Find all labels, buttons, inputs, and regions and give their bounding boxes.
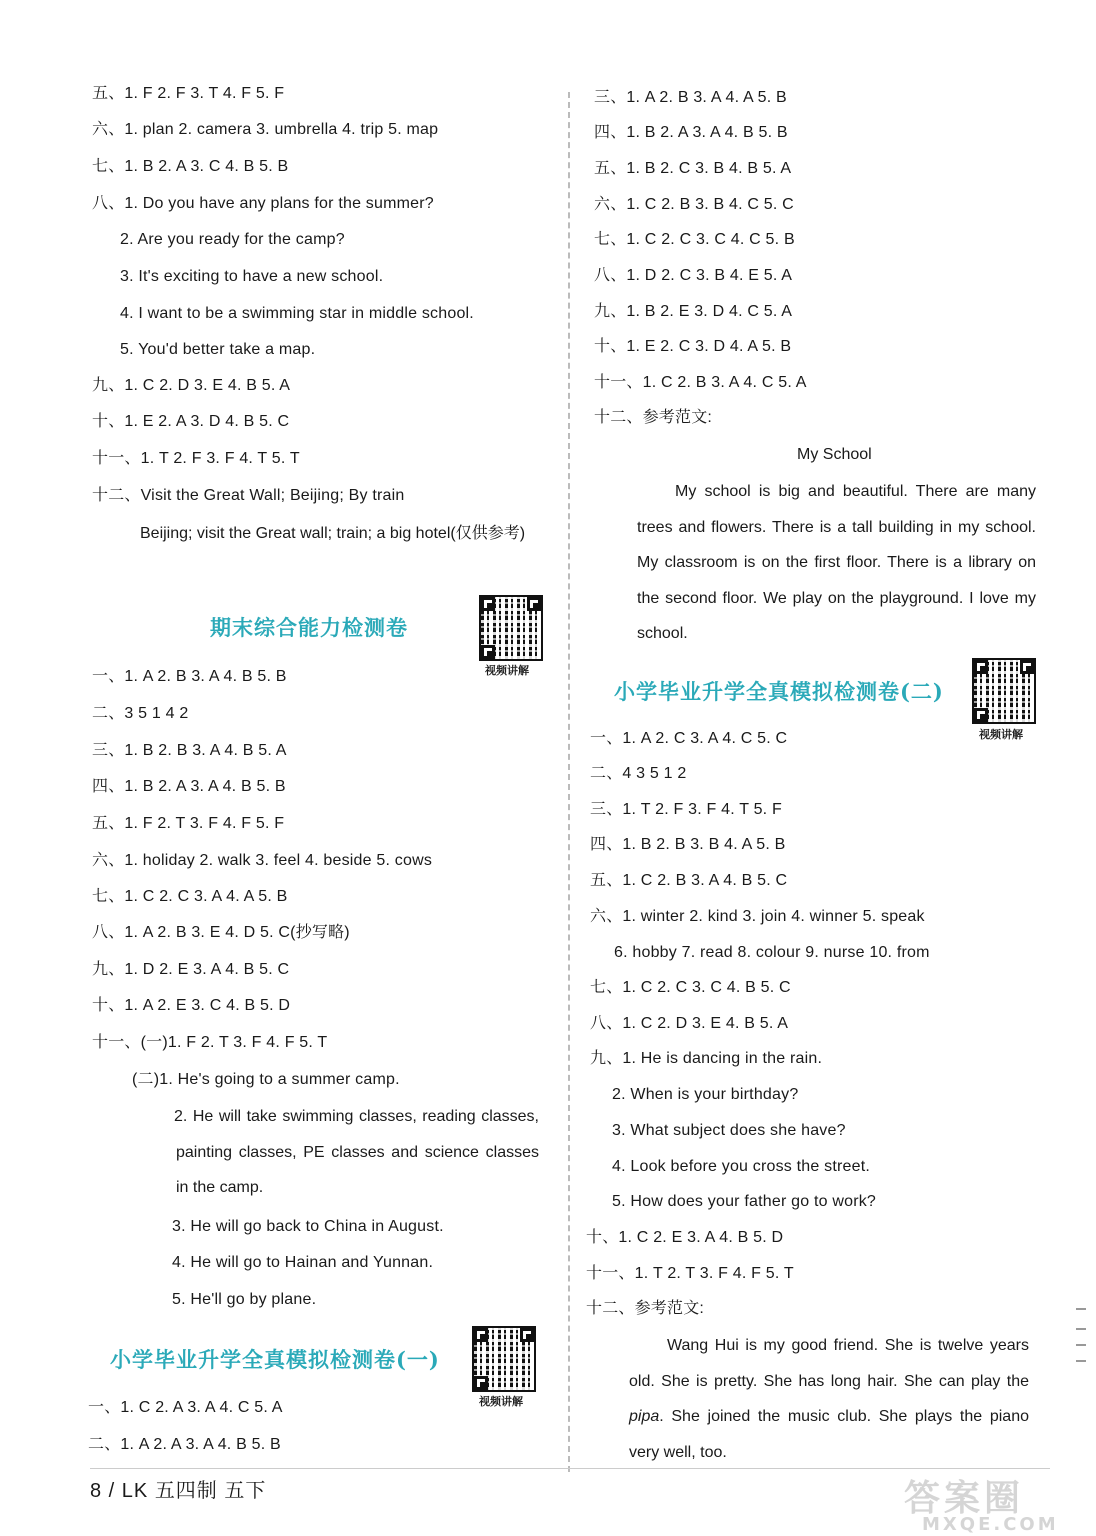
qr-code-icon[interactable] [474,1328,534,1390]
answer-line: 十一、1. C 2. B 3. A 4. C 5. A [594,374,807,391]
answer-line: 6. hobby 7. read 8. colour 9. nurse 10. from [614,944,930,961]
answer-line: 七、1. B 2. A 3. C 4. B 5. B [92,158,289,175]
answer-line: 十、1. A 2. E 3. C 4. B 5. D [92,997,291,1014]
watermark-logo: 答案圈 MXQE.COM [904,1478,1059,1535]
essay-paragraph: My school is big and beautiful. There are many trees and flowers. There is a tall building in my school. My classroom is on the first floor. There is a library on the second floor. We play on the playground. I love my school. [637,483,1036,642]
qr-code-icon[interactable] [974,660,1034,722]
video-explanation-label: 视频讲解 [479,1396,523,1408]
answer-line: (二)1. He's going to a summer camp. [132,1071,400,1088]
answer-line: 六、1. holiday 2. walk 3. feel 4. beside 5. cows [92,852,433,869]
answer-line: 十一、(一)1. F 2. T 3. F 4. F 5. T [92,1034,328,1051]
answer-line: 六、1. winter 2. kind 3. join 4. winner 5. speak [590,908,925,925]
answer-line: 十二、Visit the Great Wall; Beijing; By train [92,487,405,504]
answer-line: 七、1. C 2. C 3. C 4. C 5. B [594,231,795,248]
answer-line: 4. Look before you cross the street. [612,1158,871,1175]
margin-mark [1076,1344,1086,1346]
answer-line: 一、1. C 2. A 3. A 4. C 5. A [88,1399,283,1416]
qr-code-icon[interactable] [481,597,541,659]
answer-line: 5. You'd better take a map. [120,341,316,358]
writing-answer: Beijing; visit the Great wall; train; a big hotel(仅供参考) [140,525,526,542]
answer-paragraph: 2. He will take swimming classes, reading classes, painting classes, PE classes and science classes in the camp. [174,1108,539,1196]
answer-line: 五、1. B 2. C 3. B 4. B 5. A [594,160,792,177]
answer-line: 九、1. D 2. E 3. A 4. B 5. C [92,961,290,978]
answer-line: 十、1. E 2. A 3. D 4. B 5. C [92,413,290,430]
answer-line: 八、1. Do you have any plans for the summer? [92,195,434,212]
answer-line: 四、1. B 2. A 3. A 4. B 5. B [92,778,286,795]
answer-line: 八、1. D 2. C 3. B 4. E 5. A [594,267,793,284]
answer-line: 五、1. F 2. T 3. F 4. F 5. F [92,815,285,832]
section-title-mock-test-2: 小学毕业升学全真模拟检测卷(二) [614,679,944,704]
answer-line: 四、1. B 2. B 3. B 4. A 5. B [590,836,786,853]
answer-line: 十、1. E 2. C 3. D 4. A 5. B [594,338,792,355]
answer-line: 九、1. B 2. E 3. D 4. C 5. A [594,303,793,320]
answer-line: 十一、1. T 2. T 3. F 4. F 5. T [586,1265,794,1282]
answer-line: 六、1. plan 2. camera 3. umbrella 4. trip 5. map [92,121,439,138]
answer-line: 十、1. C 2. E 3. A 4. B 5. D [586,1229,784,1246]
video-explanation-label: 视频讲解 [485,665,529,677]
video-explanation-label: 视频讲解 [979,729,1023,741]
answer-line: 八、1. C 2. D 3. E 4. B 5. A [590,1015,789,1032]
margin-mark [1076,1328,1086,1330]
answer-line: 2. Are you ready for the camp? [120,231,345,248]
answer-line: 九、1. He is dancing in the rain. [590,1050,823,1067]
margin-mark [1076,1360,1086,1362]
page-footer: 8 / LK 五四制 五下 [90,1480,267,1502]
essay-title: My School [797,446,872,463]
answer-line: 三、1. B 2. B 3. A 4. B 5. A [92,742,287,759]
answer-line: 4. I want to be a swimming star in middle school. [120,305,474,322]
answer-line: 2. When is your birthday? [612,1086,799,1103]
answer-line: 八、1. A 2. B 3. E 4. D 5. C(抄写略) [92,924,350,941]
answer-line: 二、3 5 1 4 2 [92,705,189,722]
margin-mark [1076,1308,1086,1310]
answer-line: 3. What subject does she have? [612,1122,846,1139]
answer-line: 3. He will go back to China in August. [172,1218,444,1235]
answer-line: 4. He will go to Hainan and Yunnan. [172,1254,434,1271]
answer-line: 五、1. C 2. B 3. A 4. B 5. C [590,872,788,889]
answer-line: 二、1. A 2. A 3. A 4. B 5. B [88,1436,281,1453]
footer-rule [90,1468,1050,1469]
answer-line: 九、1. C 2. D 3. E 4. B 5. A [92,377,291,394]
section-title-final-exam: 期末综合能力检测卷 [210,615,408,640]
answer-line: 十一、1. T 2. F 3. F 4. T 5. T [92,450,300,467]
answer-line: 五、1. F 2. F 3. T 4. F 5. F [92,85,285,102]
answer-line: 七、1. C 2. C 3. A 4. A 5. B [92,888,288,905]
essay-paragraph: Wang Hui is my good friend. She is twelve years old. She is pretty. She has long hair. She can play the pipa. She joined the music club. She plays the piano very well, too. [629,1337,1029,1461]
answer-line: 十二、参考范文: [594,409,713,426]
answer-line: 一、1. A 2. C 3. A 4. C 5. C [590,730,788,747]
section-title-mock-test-1: 小学毕业升学全真模拟检测卷(一) [110,1347,440,1372]
answer-line: 二、4 3 5 1 2 [590,765,687,782]
answer-line: 六、1. C 2. B 3. B 4. C 5. C [594,196,794,213]
answer-line: 5. How does your father go to work? [612,1193,877,1210]
answer-line: 七、1. C 2. C 3. C 4. B 5. C [590,979,791,996]
answer-line: 5. He'll go by plane. [172,1291,317,1308]
column-divider [568,92,570,1472]
answer-line: 三、1. A 2. B 3. A 4. A 5. B [594,89,787,106]
answer-line: 三、1. T 2. F 3. F 4. T 5. F [590,801,782,818]
answer-line: 四、1. B 2. A 3. A 4. B 5. B [594,124,788,141]
answer-line: 一、1. A 2. B 3. A 4. B 5. B [92,668,287,685]
answer-line: 3. It's exciting to have a new school. [120,268,384,285]
answer-line: 十二、参考范文: [586,1300,705,1317]
